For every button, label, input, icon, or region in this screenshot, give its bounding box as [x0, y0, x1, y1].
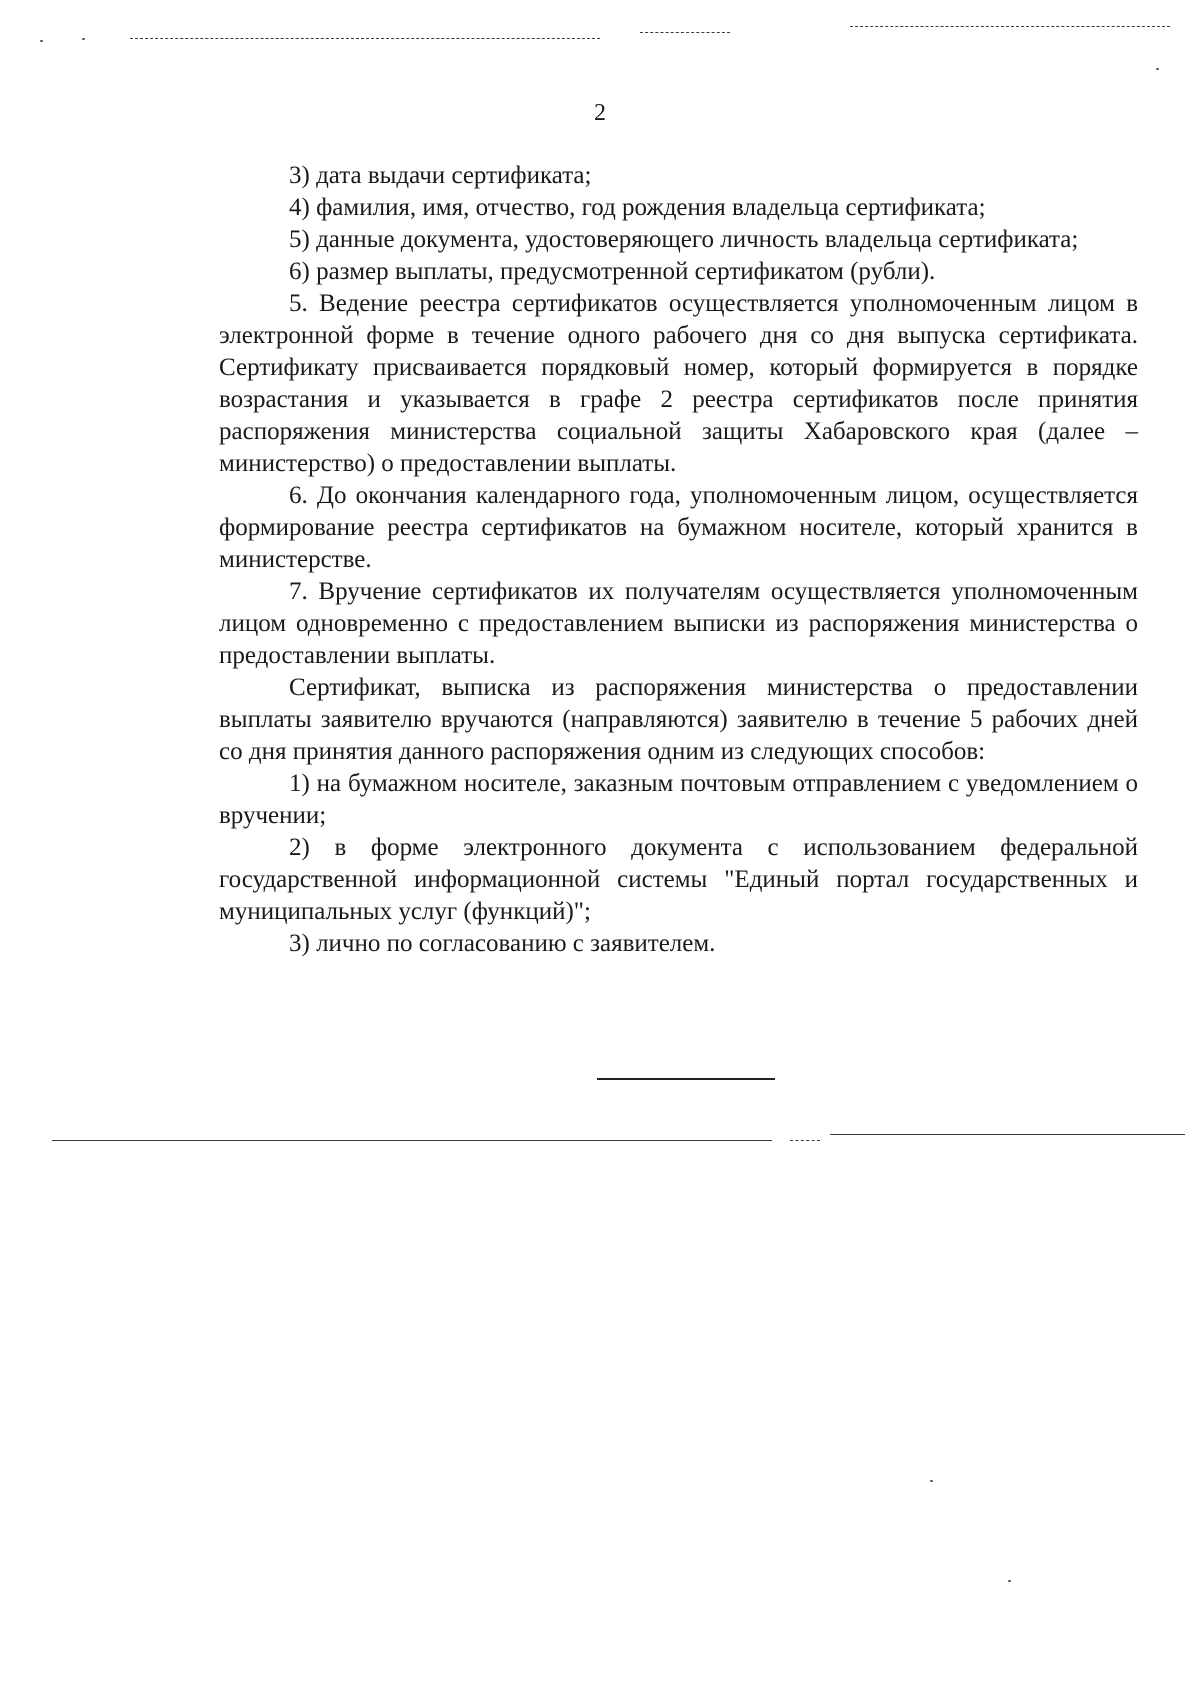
delivery-method-paper: 1) на бумажном носителе, заказным почтовым отправлением с уведомлением о вручении; [219, 770, 1138, 829]
clause-delivery-terms: Сертификат, выписка из распоряжения министерства о предоставлении выплаты заявителю вручаются (направляются) заявителю в течение 5 рабочих дней со дня принятия данного распоряжения одним из следующих способов: [219, 674, 1138, 765]
end-of-text-rule [597, 1078, 775, 1080]
scan-edge-line-top-right [850, 26, 1170, 27]
list-item-owner-name: 4) фамилия, имя, отчество, год рождения владельца сертификата; [289, 194, 986, 221]
list-item-issue-date: 3) дата выдачи сертификата; [289, 162, 592, 189]
scan-fold-line-left [52, 1140, 772, 1141]
clause-5-registry: 5. Ведение реестра сертификатов осуществляется уполномоченным лицом в электронной форме в течение одного рабочего дня со дня выпуска сертификата. Сертификату присваивается порядковый номер, который формируется в порядке возрастания и указывается в графе 2 реестра сертификатов после принятия распоряжения министерства социальной защиты Хабаровского края (далее – министерство) о предоставлении выплаты. [219, 290, 1138, 477]
scan-speck [82, 38, 85, 40]
clause-7-delivery: 7. Вручение сертификатов их получателям осуществляется уполномоченным лицом одновременно с предоставлением выписки из распоряжения министерства о предоставлении выплаты. [219, 578, 1138, 669]
scan-speck [1156, 68, 1159, 70]
document-body [219, 160, 1138, 960]
scan-speck [930, 1480, 933, 1482]
page-number: 2 [594, 100, 606, 126]
scan-speck [1008, 1580, 1011, 1582]
scan-speck [40, 40, 43, 42]
list-item-identity-document: 5) данные документа, удостоверяющего личность владельца сертификата; [289, 226, 1079, 253]
delivery-method-electronic: 2) в форме электронного документа с использованием федеральной государственной информационной системы "Единый портал государственных и муниципальных услуг (функций)"; [219, 834, 1138, 925]
scan-edge-line-top-left [130, 38, 600, 39]
clause-6-paper-registry: 6. До окончания календарного года, уполномоченным лицом, осуществляется формирование реестра сертификатов на бумажном носителе, который хранится в министерстве. [219, 482, 1138, 573]
scan-fold-line-right [830, 1134, 1185, 1135]
scan-fold-line-mid [790, 1140, 820, 1141]
list-item-payment-amount: 6) размер выплаты, предусмотренной сертификатом (рубли). [289, 258, 936, 285]
scan-edge-line-top-mid [640, 32, 730, 33]
delivery-method-in-person: 3) лично по согласованию с заявителем. [289, 930, 716, 957]
